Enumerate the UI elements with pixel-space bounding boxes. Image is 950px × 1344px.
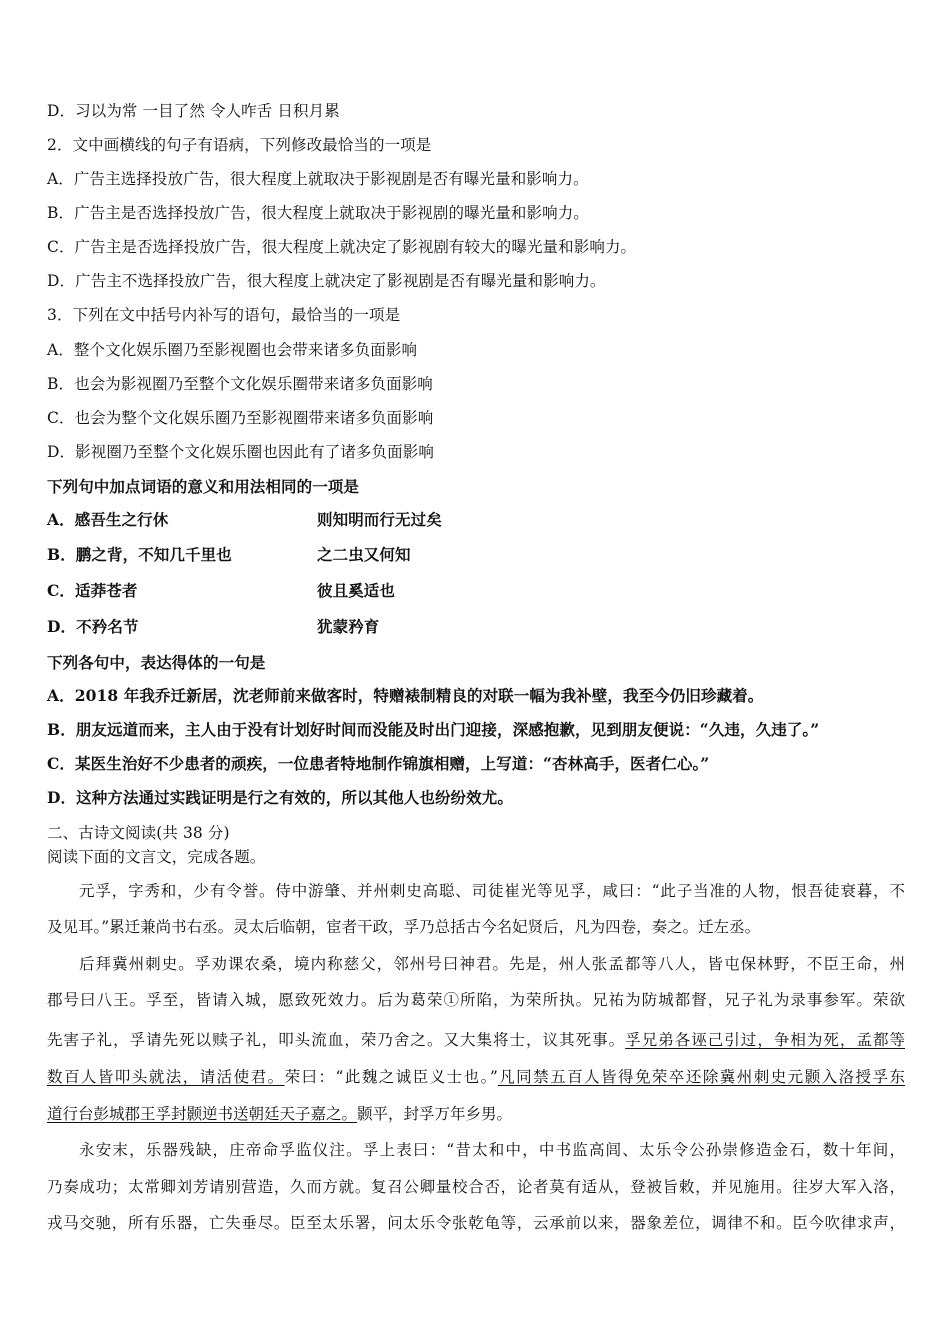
q4-option-b [47, 545, 905, 565]
q3-option-c: C．也会为整个文化娱乐圈乃至影视圈带来诸多负面影响 [47, 409, 434, 427]
passage-p2-line5-text: 颢平，封孚万年乡男。 [357, 1105, 513, 1123]
passage-p2-line1: 后拜冀州刺史。孚劝课农桑，境内称慈父，邻州号曰神君。先是，州人张孟都等八人，皆屯保林野，不臣王命，州 [79, 955, 905, 973]
passage-p1-line2: 及见耳。”累迁兼尚书右丞。灵太后临朝，宦者干政，孚乃总括古今名妃贤后，凡为四卷，奏之。迁左丞。 [47, 918, 761, 936]
passage-p3-line1: 永安末，乐器残缺，庄帝命孚监仪注。孚上表曰：“昔太和中，中书监高闾、太乐令公孙崇修造金石，数十年间， [79, 1141, 905, 1159]
q4-option-d-left: D．不矜名节 [47, 617, 139, 636]
q4-stem: 下列句中加点词语的意义和用法相同的一项是 [47, 477, 360, 496]
q4-option-a-right: 则知明而行无过矣 [317, 510, 442, 529]
passage-p3-line2: 乃奏成功；太常卿刘芳请别营造，久而方就。复召公卿量校合否，论者莫有适从，登被旨敕，并见施用。往岁大军入洛， [47, 1178, 905, 1196]
q5-option-a: A．2018 年我乔迁新居，沈老师前来做客时，特赠裱制精良的对联一幅为我补壁，我至今仍旧珍藏着。 [47, 686, 764, 705]
q5-option-c: C．某医生治好不少患者的顽疾，一位患者特地制作锦旗相赠，上写道：“杏林高手，医者仁心。” [47, 754, 710, 773]
passage-p3-line3: 戎马交驰，所有乐器，亡失垂尽。臣至太乐署，问太乐令张乾龟等，云承前以来，器象差位，调律不和。臣今吹律求声， [47, 1214, 905, 1232]
q2-option-d: D．广告主不选择投放广告，很大程度上就决定了影视剧是否有曝光量和影响力。 [47, 272, 606, 290]
q2-option-b: B．广告主是否选择投放广告，很大程度上就取决于影视剧的曝光量和影响力。 [47, 204, 589, 222]
q4-option-d-right: 犹蒙矜育 [317, 617, 380, 636]
underlined-sentence-part4: 道行台彭城郡王孚封颢逆书送朝廷天子嘉之。 [47, 1105, 358, 1123]
q2-stem: 2．文中画横线的句子有语病，下列修改最恰当的一项是 [47, 136, 432, 154]
q1-option-d: D．习以为常 一目了然 令人咋舌 日积月累 [47, 102, 340, 120]
q4-option-b-left: B．鹏之背，不知几千里也 [47, 545, 232, 564]
passage-p2-line3 [47, 1030, 905, 1050]
q3-option-d: D．影视圈乃至整个文化娱乐圈也因此有了诸多负面影响 [47, 443, 434, 461]
passage-p2-line4-text: 荣曰：“此魏之诚臣义士也。” [284, 1068, 498, 1086]
underlined-sentence-part2: 数百人皆叩头就法，请活使君。 [47, 1068, 285, 1086]
passage-p2-line3-text: 先害子礼，孚请先死以赎子礼，叩头流血，荣乃舍之。又大集将士，议其死事。 [47, 1031, 626, 1049]
passage-p2-line2: 郡号曰八王。孚至，皆请入城，愿致死效力。后为葛荣①所陷，为荣所执。兄祐为防城都督，兄子礼为录事参军。荣欲 [47, 991, 905, 1009]
q4-option-b-right: 之二虫又何知 [317, 545, 411, 564]
q4-option-c-right: 彼且奚适也 [317, 581, 396, 600]
q5-option-d: D．这种方法通过实践证明是行之有效的，所以其他人也纷纷效尤。 [47, 788, 513, 807]
q3-option-b: B．也会为影视圈乃至整个文化娱乐圈带来诸多负面影响 [47, 375, 433, 393]
q3-stem: 3．下列在文中括号内补写的语句，最恰当的一项是 [47, 306, 401, 324]
q4-option-c [47, 581, 905, 601]
underlined-sentence-part1: 孚兄弟各诬己引过，争相为死，孟都等 [625, 1031, 905, 1049]
q4-option-a [47, 510, 905, 530]
underlined-sentence-part3: 凡同禁五百人皆得免荣卒还除冀州刺史元颢入洛授孚东 [497, 1068, 905, 1086]
passage-p1-line1: 元孚，字秀和，少有令誉。侍中游肇、并州刺史高聪、司徒崔光等见孚，咸曰：“此子当准的人物，恨吾徒衰暮，不 [79, 882, 905, 900]
q4-option-c-left: C．适莽苍者 [47, 581, 138, 600]
q4-option-a-left: A．感吾生之行休 [47, 510, 169, 529]
q5-option-b: B．朋友远道而来，主人由于没有计划好时间而没能及时出门迎接，深感抱歉，见到朋友便说：“久违，久违了。” [47, 720, 820, 739]
q4-option-d [47, 617, 905, 637]
q2-option-c: C．广告主是否选择投放广告，很大程度上就决定了影视剧有较大的曝光量和影响力。 [47, 238, 637, 256]
q2-option-a: A．广告主选择投放广告，很大程度上就取决于影视剧是否有曝光量和影响力。 [47, 170, 589, 188]
passage-p2-line4 [47, 1067, 905, 1087]
section-instruction: 阅读下面的文言文，完成各题。 [47, 848, 266, 866]
passage-p2-line5 [47, 1104, 905, 1124]
section-title: 二、古诗文阅读(共 38 分) [47, 824, 230, 842]
q5-stem: 下列各句中，表达得体的一句是 [47, 653, 266, 672]
q3-option-a: A．整个文化娱乐圈乃至影视圈也会带来诸多负面影响 [47, 341, 418, 359]
